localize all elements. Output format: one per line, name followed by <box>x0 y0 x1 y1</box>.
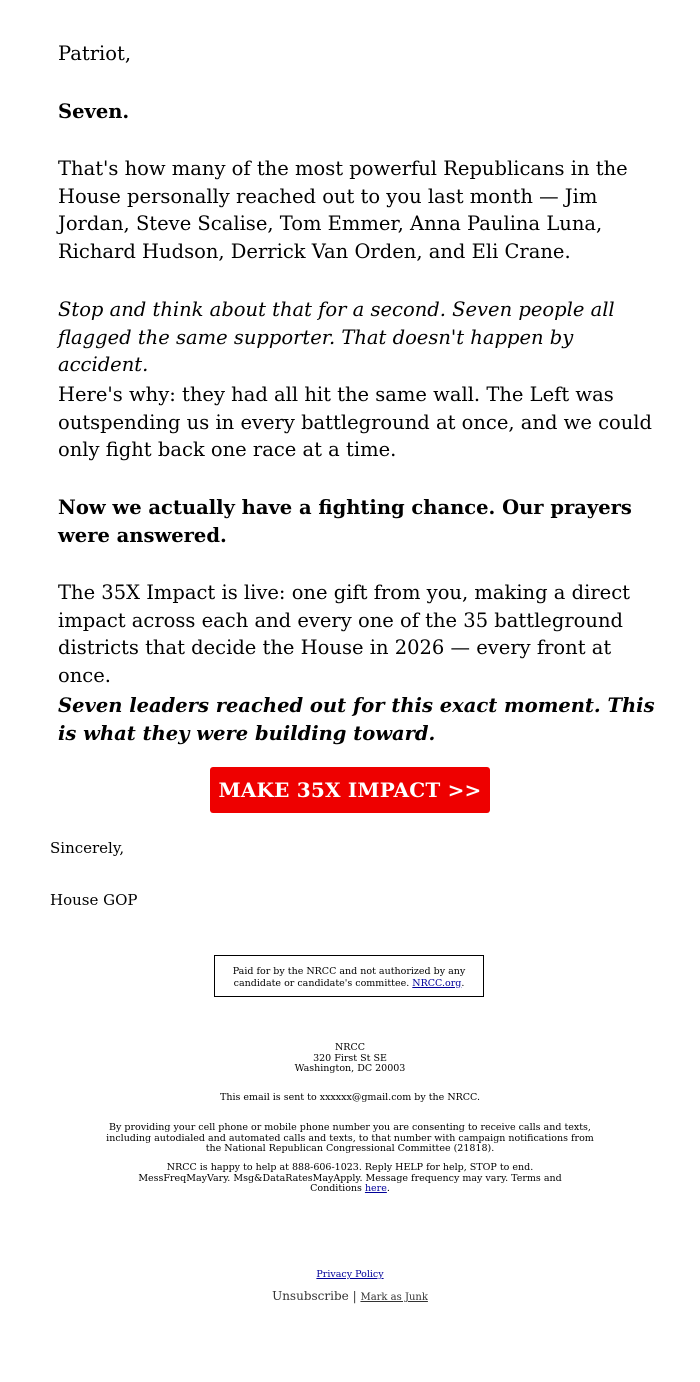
paragraph-leaders: That's how many of the most powerful Republicans in the House personally reached out to you last month — Jim Jordan, Steve Scalise, Tom Emmer, Anna Paulina Luna, Richard Hudson, Derrick Van Orden, and Eli Crane. <box>58 157 628 263</box>
privacy-row <box>0 1270 700 1281</box>
privacy-policy-link[interactable]: Privacy Policy <box>316 1269 384 1280</box>
unsubscribe-link[interactable]: Unsubscribe <box>272 1289 349 1303</box>
greeting: Patriot, <box>58 42 132 65</box>
paragraph-stop-and-think: Stop and think about that for a second. Seven people all flagged the same supporter. That doesn't happen by accident. <box>58 298 615 376</box>
nrcc-org-link[interactable]: NRCC.org <box>412 977 462 989</box>
separator: | <box>352 1289 357 1303</box>
sent-to-notice: This email is sent to xxxxxx@gmail.com by the NRCC. <box>219 1092 481 1103</box>
address-line-1: 320 First St SE <box>313 1052 387 1064</box>
help-text: NRCC is happy to help at 888-606-1023. Reply HELP for help, STOP to end. MessFreqMayVary. Msg&DataRatesMayApply. Message frequency may vary. Terms and Conditions <box>138 1162 562 1194</box>
paragraph-seven-leaders: Seven leaders reached out for this exact moment. This is what they were building toward. <box>58 694 655 745</box>
unsubscribe-row <box>0 1289 700 1303</box>
signature: House GOP <box>50 891 138 909</box>
terms-link[interactable]: here <box>364 1183 387 1194</box>
paragraph-heres-why: Here's why: they had all hit the same wall. The Left was outspending us in every battleground at once, and we could only fight back one race at a time. <box>58 383 653 461</box>
paid-for-disclaimer: Paid for by the NRCC and not authorized by any candidate or candidate's committee. NRCC.org. <box>214 955 484 997</box>
paid-for-text: Paid for by the NRCC and not authorized by any candidate or candidate's committee. <box>232 966 466 989</box>
cta-container <box>0 767 700 813</box>
sms-consent-notice: By providing your cell phone or mobile phone number you are consenting to receive calls and texts, including autodialed and automated calls and texts, to that number with campaign notifications from the National Republican Congressional Committee (21818). <box>106 1122 594 1154</box>
org-name: NRCC <box>334 1042 365 1053</box>
paragraph-35x-impact: The 35X Impact is live: one gift from you, making a direct impact across each and every one of the 35 battleground districts that decide the House in 2026 — every front at once. <box>58 581 630 687</box>
address-line-2: Washington, DC 20003 <box>294 1063 406 1074</box>
mailing-address <box>0 1043 700 1075</box>
help-notice: NRCC is happy to help at 888-606-1023. Reply HELP for help, STOP to end. MessFreqMayVary. Msg&DataRatesMayApply. Message frequency may vary. Terms and Conditions here. <box>138 1162 562 1194</box>
sign-off: Sincerely, <box>50 839 125 857</box>
make-35x-impact-button[interactable]: MAKE 35X IMPACT >> <box>210 767 490 813</box>
paragraph-seven: Seven. <box>58 100 130 123</box>
mark-as-junk-link[interactable]: Mark as Junk <box>360 1292 428 1303</box>
paragraph-fighting-chance: Now we actually have a fighting chance. Our prayers were answered. <box>58 496 632 547</box>
